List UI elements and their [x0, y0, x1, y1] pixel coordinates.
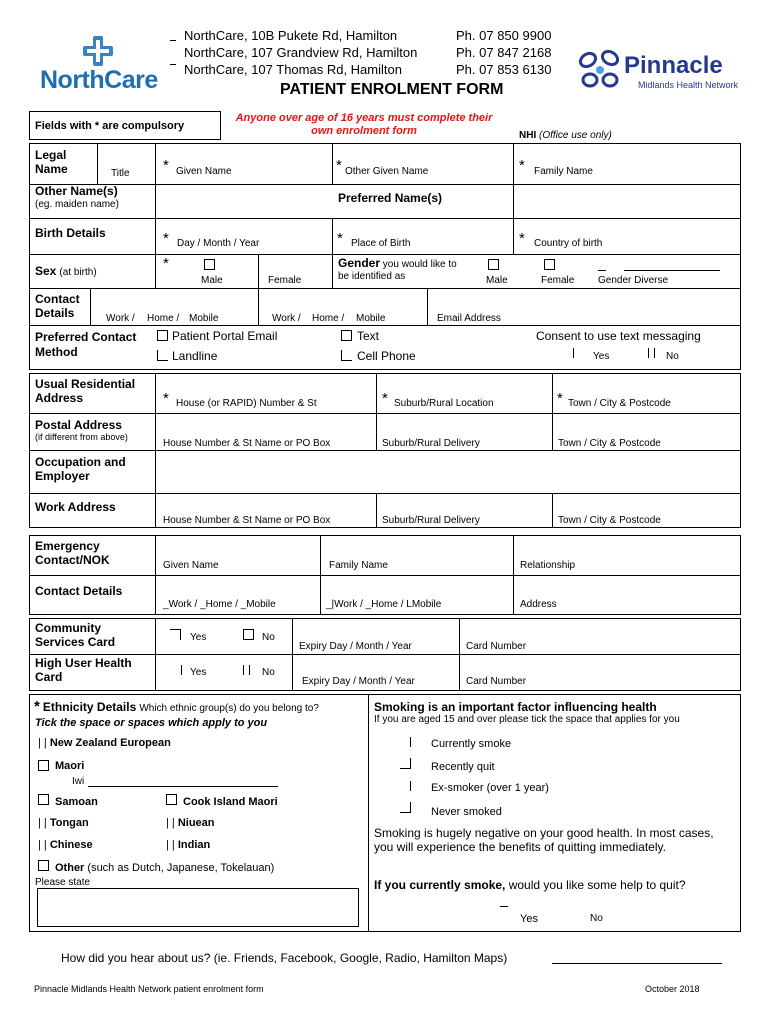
- text-checkbox[interactable]: [341, 330, 352, 341]
- footer-left: Pinnacle Midlands Health Network patient enrolment form: [34, 984, 264, 994]
- huhc-label: High User Health Card: [35, 656, 132, 684]
- northcare-wordmark: NorthCare: [40, 66, 158, 94]
- residential-label: Usual Residential Address: [35, 377, 136, 405]
- postal-house-label: House Number & St Name or PO Box: [163, 438, 331, 449]
- required-star: *: [382, 390, 388, 407]
- quit-yes-checkbox[interactable]: [500, 906, 508, 907]
- required-star: *: [163, 230, 169, 247]
- contact-work-label: Work /: [106, 313, 135, 324]
- cook-label: Cook Island Maori: [183, 796, 278, 808]
- smoking-sub: If you are aged 15 and over please tick the space that applies for you: [374, 714, 680, 725]
- legal-name-label: Legal Name: [35, 148, 68, 176]
- portal-email-label: Patient Portal Email: [172, 329, 278, 343]
- required-star: *: [163, 157, 169, 174]
- birth-date-label: Day / Month / Year: [177, 238, 260, 249]
- csc-no-checkbox[interactable]: [243, 629, 254, 640]
- smoking-negative: Smoking is hugely negative on your good health. In most cases, you will experience the benefits of quitting immediately.: [374, 826, 714, 854]
- emergency-work2: _|Work / _Home / LMobile: [326, 599, 442, 610]
- indian-item[interactable]: | | Indian: [166, 839, 211, 851]
- huhc-expiry-label: Expiry Day / Month / Year: [302, 676, 415, 687]
- pinnacle-wordmark: Pinnacle: [624, 52, 723, 79]
- current-smoke-label: Currently smoke: [431, 738, 512, 750]
- contact-details-label: Contact Details: [35, 292, 80, 320]
- quit-help-question: If you currently smoke, would you like some help to quit?: [374, 878, 686, 892]
- contact-work2-label: Work /: [272, 313, 301, 324]
- gender-diverse-blank[interactable]: [624, 270, 720, 271]
- northcare-cross-icon: [78, 34, 118, 68]
- sex-label: Sex (at birth): [35, 264, 97, 278]
- footer-right: October 2018: [645, 984, 700, 994]
- huhc-no-label: No: [262, 667, 275, 678]
- landline-checkbox[interactable]: [157, 350, 168, 361]
- residential-suburb-label: Suburb/Rural Location: [394, 398, 494, 409]
- phone-1: Ph. 07 850 9900: [456, 28, 552, 43]
- work-house-label: House Number & St Name or PO Box: [163, 515, 331, 526]
- preferred-name-label: Preferred Name(s): [338, 191, 443, 205]
- csc-card-label: Card Number: [466, 641, 527, 652]
- quit-yes-label: Yes: [520, 913, 538, 925]
- hear-question: How did you hear about us? (ie. Friends, Facebook, Google, Radio, Hamilton Maps): [61, 951, 508, 965]
- consent-yes-label: Yes: [593, 351, 610, 362]
- sex-male-checkbox[interactable]: [204, 259, 215, 270]
- age-notice: Anyone over age of 16 years must complete their own enrolment form: [235, 112, 493, 137]
- emergency-relationship-label: Relationship: [520, 560, 576, 571]
- consent-no-checkbox[interactable]: [648, 348, 649, 358]
- sex-female-label: Female: [268, 275, 302, 286]
- address-3: NorthCare, 107 Thomas Rd, Hamilton: [184, 62, 402, 77]
- required-star: *: [519, 230, 525, 247]
- sex-male-label: Male: [201, 275, 223, 286]
- postal-label: Postal Address: [35, 418, 122, 432]
- required-star: *: [163, 390, 169, 407]
- gender-female-label: Female: [541, 275, 575, 286]
- other-ethnicity-input[interactable]: [37, 888, 359, 927]
- other-names-note: (eg. maiden name): [35, 199, 119, 210]
- pinnacle-logo: [576, 48, 746, 94]
- required-star: *: [557, 390, 563, 407]
- emergency-family-label: Family Name: [329, 560, 388, 571]
- phone-2: Ph. 07 847 2168: [456, 45, 552, 60]
- work-address-label: Work Address: [35, 500, 116, 514]
- cell-phone-label: Cell Phone: [357, 349, 416, 363]
- contact-mobile2-label: Mobile: [356, 313, 386, 324]
- csc-expiry-label: Expiry Day / Month / Year: [299, 641, 412, 652]
- landline-label: Landline: [172, 349, 218, 363]
- postal-suburb-label: Suburb/Rural Delivery: [382, 438, 480, 449]
- gender-male-label: Male: [486, 275, 508, 286]
- address-1: NorthCare, 10B Pukete Rd, Hamilton: [184, 28, 398, 43]
- required-star: *: [336, 157, 342, 174]
- recent-quit-label: Recently quit: [431, 761, 495, 773]
- ethnicity-instruction: Tick the space or spaces which apply to you: [35, 717, 268, 729]
- consent-no-label: No: [666, 351, 679, 362]
- never-smoked-checkbox[interactable]: [400, 802, 411, 813]
- please-state-label: Please state: [35, 877, 91, 888]
- emergency-work: _Work / _Home / _Mobile: [163, 599, 276, 610]
- residential-house-label: House (or RAPID) Number & St: [176, 398, 317, 409]
- pinnacle-subtitle: Midlands Health Network: [638, 80, 739, 90]
- emergency-given-label: Given Name: [163, 560, 219, 571]
- iwi-label: Iwi: [72, 776, 85, 787]
- pinnacle-flower-icon: [576, 48, 624, 92]
- emergency-label: Emergency Contact/NOK: [35, 539, 110, 567]
- recent-quit-checkbox[interactable]: [400, 758, 411, 769]
- phone-3: Ph. 07 853 6130: [456, 62, 552, 77]
- nhi-label: NHI (Office use only): [519, 130, 612, 141]
- place-of-birth-label: Place of Birth: [351, 238, 411, 249]
- tongan-item[interactable]: | | Tongan: [38, 817, 89, 829]
- work-town-label: Town / City & Postcode: [558, 515, 661, 526]
- chinese-item[interactable]: | | Chinese: [38, 839, 93, 851]
- birth-details-label: Birth Details: [35, 226, 106, 240]
- required-star: *: [519, 157, 525, 174]
- niuean-item[interactable]: | | Niuean: [166, 817, 215, 829]
- gender-female-checkbox[interactable]: [544, 259, 555, 270]
- text-label: Text: [357, 329, 380, 343]
- gender-male-checkbox[interactable]: [488, 259, 499, 270]
- ethnicity-title: * Ethnicity Details Which ethnic group(s) do you belong to?: [34, 698, 319, 715]
- consent-yes-checkbox[interactable]: [573, 348, 574, 358]
- cook-checkbox[interactable]: [166, 794, 177, 805]
- huhc-card-label: Card Number: [466, 676, 527, 687]
- form-title: PATIENT ENROLMENT FORM: [280, 81, 504, 98]
- emergency-address-label: Address: [520, 599, 557, 610]
- maori-checkbox[interactable]: [38, 760, 49, 771]
- other-label: Other (such as Dutch, Japanese, Tokelauan): [55, 862, 275, 874]
- iwi-blank[interactable]: [88, 786, 278, 787]
- work-suburb-label: Suburb/Rural Delivery: [382, 515, 480, 526]
- given-name-label: Given Name: [176, 166, 232, 177]
- other-names-label: Other Name(s): [35, 184, 118, 198]
- csc-yes-label: Yes: [190, 632, 207, 643]
- csc-no-label: No: [262, 632, 275, 643]
- compulsory-note: Fields with * are compulsory: [35, 120, 185, 132]
- contact-home-label: Home /: [147, 313, 180, 324]
- ex-smoker-label: Ex-smoker (over 1 year): [431, 782, 549, 794]
- cell-phone-checkbox[interactable]: [341, 350, 352, 361]
- ex-smoker-checkbox[interactable]: [410, 781, 411, 791]
- other-given-label: Other Given Name: [345, 166, 429, 177]
- huhc-no-checkbox[interactable]: [243, 665, 244, 675]
- huhc-yes-checkbox[interactable]: [181, 665, 182, 675]
- never-smoked-label: Never smoked: [431, 806, 502, 818]
- email-address-label: Email Address: [437, 313, 501, 324]
- family-name-label: Family Name: [534, 166, 593, 177]
- title-label: Title: [111, 168, 130, 179]
- samoan-checkbox[interactable]: [38, 794, 49, 805]
- smoking-title: Smoking is an important factor influencing health: [374, 700, 657, 714]
- gender-diverse-checkbox[interactable]: [598, 270, 606, 271]
- contact-mobile-label: Mobile: [189, 313, 219, 324]
- northcare-logo: [40, 34, 160, 94]
- gender-label: Gender you would like to be identified as: [338, 256, 457, 282]
- required-star: *: [163, 255, 169, 272]
- contact-home2-label: Home /: [312, 313, 345, 324]
- csc-yes-checkbox[interactable]: [170, 629, 181, 640]
- csc-label: Community Services Card: [35, 621, 116, 649]
- residential-town-label: Town / City & Postcode: [568, 398, 671, 409]
- quit-no-label: No: [590, 913, 603, 924]
- postal-town-label: Town / City & Postcode: [558, 438, 661, 449]
- maori-label: Maori: [55, 760, 85, 772]
- occupation-label: Occupation and Employer: [35, 455, 126, 483]
- consent-label: Consent to use text messaging: [536, 329, 701, 343]
- ethnicity-nz: | | New Zealand European: [38, 737, 171, 749]
- hear-answer-blank[interactable]: [552, 963, 722, 964]
- huhc-yes-label: Yes: [190, 667, 207, 678]
- emergency-contact-label: Contact Details: [35, 584, 123, 598]
- gender-diverse-label: Gender Diverse: [598, 275, 669, 286]
- samoan-label: Samoan: [55, 796, 98, 808]
- postal-note: (if different from above): [35, 432, 128, 442]
- address-bullet: [170, 64, 176, 65]
- address-bullet: [170, 40, 176, 41]
- preferred-contact-label: Preferred Contact Method: [35, 330, 137, 359]
- address-2: NorthCare, 107 Grandview Rd, Hamilton: [184, 45, 418, 60]
- other-checkbox[interactable]: [38, 860, 49, 871]
- country-of-birth-label: Country of birth: [534, 238, 603, 249]
- required-star: *: [337, 230, 343, 247]
- current-smoke-checkbox[interactable]: [410, 737, 411, 747]
- portal-email-checkbox[interactable]: [157, 330, 168, 341]
